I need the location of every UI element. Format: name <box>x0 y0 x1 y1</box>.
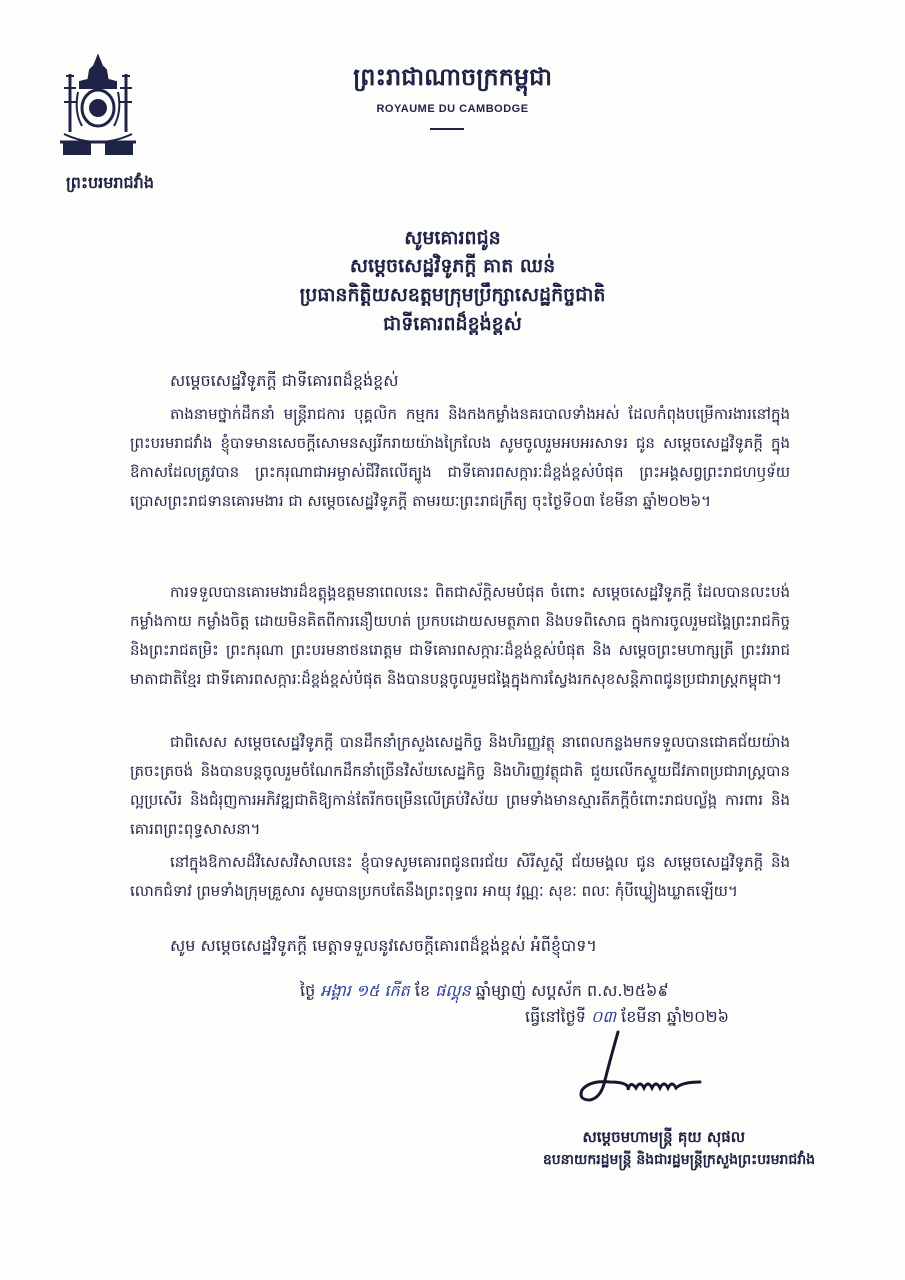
header-divider <box>430 128 464 130</box>
solar-date <box>525 1006 729 1030</box>
salutation-honorific: ជាទីគោរពដ៏ខ្ពង់ខ្ពស់ <box>383 313 522 335</box>
ministry-name: ព្រះបរមរាជវាំង <box>66 173 154 192</box>
lunar-date-month-label: ខែ <box>414 981 431 1000</box>
handwritten-signature <box>570 1030 720 1110</box>
solar-date-day: ០៣ <box>591 1007 617 1026</box>
lunar-date-day: អង្គារ ១៥ កើត <box>320 981 410 1000</box>
lunar-date-month: ផល្គុន <box>435 981 471 1000</box>
letter-closing: សូម សម្តេចសេដ្ឋវិទូភក្តី មេត្តាទទួលនូវសេចក្តីគោរពដ៏ខ្ពង់ខ្ពស់ អំពីខ្ញុំបាទ។ <box>170 936 597 955</box>
lunar-date <box>300 980 669 1004</box>
signer-name: សម្តេចមហាមន្ត្រី គុយ សុផល <box>582 1128 745 1146</box>
kingdom-title-fr: ROYAUME DU CAMBODGE <box>376 103 529 115</box>
kingdom-title-kh: ព្រះរាជាណាចក្រកម្ពុជា <box>353 63 552 91</box>
lunar-date-year: ឆ្នាំម្សាញ់ សប្តស័ក ព.ស.២៥៦៩ <box>475 981 669 1000</box>
salutation-line-1: សូមគោរពជូន <box>404 227 501 249</box>
letter-greeting: សម្តេចសេដ្ឋវិទូភក្តី ជាទីគោរពដ៏ខ្ពង់ខ្ពស់ <box>170 371 399 390</box>
salutation-recipient: សម្តេចសេដ្ឋវិទូភក្តី គាត ឈន់ <box>349 255 556 277</box>
signer-title: ឧបនាយករដ្ឋមន្ត្រី និងជារដ្ឋមន្ត្រីក្រសួងព្រះបរមរាជវាំង <box>542 1152 815 1168</box>
salutation-position: ប្រធានកិត្តិយសឧត្តមក្រុមប្រឹក្សាសេដ្ឋកិច្ចជាតិ <box>299 284 606 306</box>
body-paragraph-2: ការទទួលបានគោរមងារដ៏ឧត្តុង្គឧត្តមនាពេលនេះ ពិតជាស័ក្តិសមបំផុត ចំពោះ សម្តេចសេដ្ឋវិទូភក្តី ដែលបានលះបង់កម្លាំងកាយ កម្លាំងចិត្ត ដោយមិនគិតពីការនឿយហត់ ប្រកបដោយសមត្ថភាព និងបទពិសោធ ក្នុងការចូលរួមជង្គៃព្រះរាជកិច្ច និងព្រះរាជតម្រិះ ព្រះករុណា ព្រះបរមនាថនរោត្តម ជាទីគោរពសក្ការៈដ៏ខ្ពង់ខ្ពស់បំផុត និង សម្តេចព្រះមហាក្សត្រី ព្រះវររាជមាតាជាតិខ្មែរ ជាទីគោរពសក្ការៈដ៏ខ្ពង់ខ្ពស់បំផុត និងបានបន្តចូលរួមជង្គៃក្នុងការស្វែងរកសុខសន្តិភាពជូនប្រជារាស្ត្រកម្ពុជា។ <box>130 583 790 688</box>
solar-date-prefix: ធ្វើនៅថ្ងៃទី <box>525 1007 586 1026</box>
body-paragraph-1: តាងនាមថ្នាក់ដឹកនាំ មន្ត្រីរាជការ បុគ្គលិក កម្មករ និងកងកម្លាំងនគរបាលទាំងអស់ ដែលកំពុងបម្រើការងារនៅក្នុងព្រះបរមរាជវាំង ខ្ញុំបាទមានសេចក្តីសោមនស្សរីករាយយ៉ាងក្រៃលែង សូមចូលរួមអបអរសាទរ ជូន សម្តេចសេដ្ឋវិទូភក្តី ក្នុងឱកាសដែលត្រូវបាន ព្រះករុណាជាអម្ចាស់ជីវិតលើត្បូង ជាទីគោរពសក្ការៈដ៏ខ្ពង់ខ្ពស់បំផុត ព្រះអង្គសព្វព្រះរាជហឫទ័យប្រោសព្រះរាជទានគោរមងារ ជា សម្តេចសេដ្ឋវិទូភក្តី តាមរយៈព្រះរាជក្រឹត្យ ចុះថ្ងៃទី០៣ ខែមីនា ឆ្នាំ២០២៦។ <box>130 405 790 510</box>
solar-date-month-year: ខែមីនា ឆ្នាំ២០២៦ <box>621 1007 729 1026</box>
body-paragraph-4: នៅក្នុងឱកាសដ៏វិសេសវិសាលនេះ ខ្ញុំបាទសូមគោរពជូនពរជ័យ សិរីសួស្តី ជ័យមង្គល ជូន សម្តេចសេដ្ឋវិទូភក្តី និងលោកជំទាវ ព្រមទាំងក្រុមគ្រួសារ សូមបានប្រកបតែនឹងព្រះពុទ្ធពរ អាយុ វណ្ណៈ សុខៈ ពលៈ កុំបីឃ្លៀងឃ្លាតឡើយ។ <box>130 853 790 900</box>
lunar-date-prefix: ថ្ងៃ <box>300 981 316 1000</box>
body-paragraph-3: ជាពិសេស សម្តេចសេដ្ឋវិទូភក្តី បានដឹកនាំក្រសួងសេដ្ឋកិច្ច និងហិរញ្ញវត្ថុ នាពេលកន្លងមកទទួលបានជោគជ័យយ៉ាងត្រចះត្រចង់ និងបានបន្តចូលរួមចំណែកដឹកនាំច្រើនវិស័យសេដ្ឋកិច្ច និងហិរញ្ញវត្ថុជាតិ ជួយលើកស្ទួយជីវភាពប្រជារាស្ត្របានល្អប្រសើរ និងជំរុញការអភិវឌ្ឍជាតិឱ្យកាន់តែរីកចម្រើនលើគ្រប់វិស័យ ព្រមទាំងមានស្មារតីភក្តីចំពោះរាជបល្ល័ង្ក ការពារ និងគោរពព្រះពុទ្ធសាសនា។ <box>130 733 790 838</box>
